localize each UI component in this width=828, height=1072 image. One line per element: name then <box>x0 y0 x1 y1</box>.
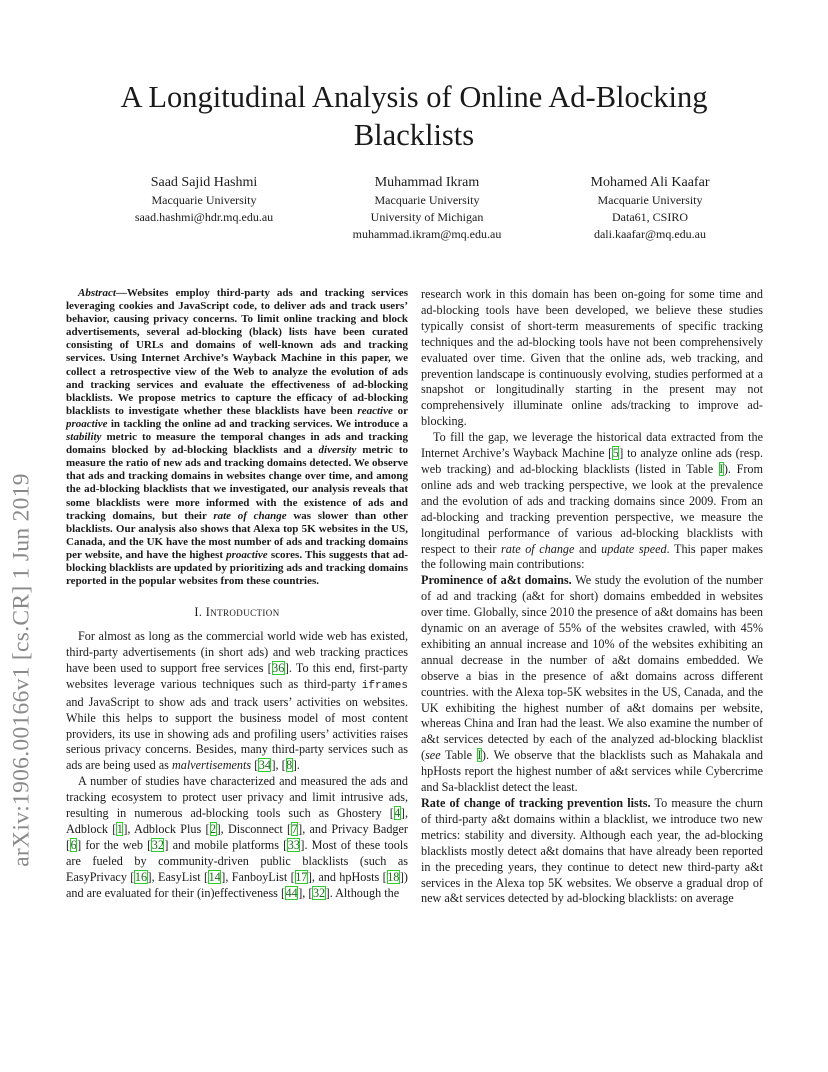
intro-paragraph-2: A number of studies have characterized and measured the ads and tracking ecosystem to protect user privacy and limit intrusive ads, resulting in numerous ad-blocking tools such as Ghostery [4], Adblock [1], Adblock Plus [2], Disconnect [7], and Privacy Badger [6] for the web [32] and mobile platforms [33]. Most of these tools are fueled by community-driven public blacklists (such as EasyPrivacy [16], EasyList [14], FanboyList [17], and hpHosts [18]) and are evaluated for their (in)effectiveness [44], [32]. Although the <box>66 774 408 900</box>
author-affiliation: Data61, CSIRO <box>612 210 688 224</box>
contribution-prominence: Prominence of a&t domains. We study the evolution of the number of ad and tracking (a&t for short) domains embedded in websites over time. Globally, since 2010 the presence of a&t domains has been dynamic on an average of 55% of the websites crawled, with 45% exhibiting an annual increase and 10% of the websites exhibiting an annual decrease in the number of a&t domains embedded. We observe a bias in the presence of a&t domains across different countries. with the Alexa top-5K websites in the US, Canada, and the UK exhibiting the highest number of a&t domains per website, whereas China and Iran had the least. We also examine the number of a&t services detected by each of the analyzed ad-blocking blacklist (see Table I). We observe that the blacklists such as Mahakala and hpHosts report the highest number of a&t services while Cybercrime and Sa-blacklist detect the least. <box>421 573 764 795</box>
author-block <box>0 173 828 243</box>
citation-link[interactable]: 5 <box>612 446 619 461</box>
contribution-heading: Rate of change of tracking prevention lists. <box>421 796 651 810</box>
author-affiliation: University of Michigan <box>370 210 484 224</box>
table-link[interactable]: I <box>477 748 482 763</box>
code-text: iframes <box>361 679 408 692</box>
abstract-label: Abstract <box>78 287 116 299</box>
intro-paragraph-4: To fill the gap, we leverage the historical data extracted from the Internet Archive’s Wayback Machine [5] to analyze online ads (resp. web tracking) and ad-blocking blacklists (listed in Table I). From online ads and web tracking perspective, we look at the prevalence and the evolution of ads and tracking domains since 2009. From an ad-blocking and tracking prevention perspective, we measure the longitudinal performance of various ad-blocking blacklists with respect to their rate of change and update speed. This paper makes the following main contributions: <box>421 430 763 572</box>
citation-link[interactable]: 7 <box>291 821 298 836</box>
citation-link[interactable]: 18 <box>387 869 400 884</box>
citation-link[interactable]: 32 <box>151 837 164 852</box>
citation-link[interactable]: 14 <box>208 869 221 884</box>
abstract: Abstract—Websites employ third-party ads and tracking services leveraging cookies and JavaScript code, to deliver ads and track users’ behavior, causing privacy concerns. To limit online tracking and block advertisements, several ad-blocking (black) lists have been curated consisting of URLs and domains of well-known ads and tracking services. Using Internet Archive’s Wayback Machine in this paper, we collect a retrospective view of the Web to analyze the evolution of ads and tracking services and evaluate the effectiveness of ad-blocking blacklists. We propose metrics to capture the efficacy of ad-blocking blacklists to investigate whether these blacklists have been reactive or proactive in tackling the online ad and tracking services. We introduce a stability metric to measure the temporal changes in ads and tracking domains blocked by ad-blocking blacklists and a diversity metric to measure the ratio of new ads and tracking domains detected. We observe that ads and tracking domains in websites change over time, and among the ad-blocking blacklists that we investigated, our analysis reveals that some blacklists were more informed with the existence of ads and tracking domains, but their rate of change was slower than other blacklists. Our analysis also shows that Alexa top 5K websites in the US, Canada, and the UK have the most number of ads and tracking domains per website, and have the highest proactive scores. This suggests that ad-blocking blacklists are updated by prioritizing ads and tracking domains reported in the popular websites from these countries. <box>66 287 409 588</box>
citation-link[interactable]: 36 <box>272 660 285 675</box>
citation-link[interactable]: 2 <box>210 821 217 836</box>
citation-link[interactable]: 33 <box>287 837 300 852</box>
citation-link[interactable]: 44 <box>285 885 298 900</box>
citation-link[interactable]: 16 <box>134 869 148 884</box>
citation-link[interactable]: 4 <box>394 806 401 821</box>
citation-link[interactable]: 6 <box>70 837 77 852</box>
citation-link[interactable]: 17 <box>295 869 308 884</box>
author-affiliation: Macquarie University <box>597 193 703 207</box>
intro-paragraph-3: research work in this domain has been on-going for some time and ad-blocking tools have been developed, we believe these studies typically consist of short-term measurements of specific tracking techniques and the ad-blocking tools have not been comprehensively evaluated over time. Given that the online ads, web tracking, and prevention landscape is continuously evolving, studies performed at a snapshot or longitudinally starting in the present may not comprehensively illuminate online ads/tracking to improve ad-blocking. <box>421 287 763 429</box>
citation-link[interactable]: 32 <box>312 885 326 900</box>
right-column <box>421 287 763 907</box>
contribution-heading: Prominence of a&t domains. <box>421 573 572 588</box>
author-email: dali.kaafar@mq.edu.au <box>593 227 706 241</box>
author-email: saad.hashmi@hdr.mq.edu.au <box>134 210 274 224</box>
author-affiliation: Macquarie University <box>374 193 480 207</box>
intro-paragraph-1: For almost as long as the commercial world wide web has existed, third-party advertisements (in short ads) and web tracking practices have been used to support free services [36]. To this end, first-party websites leverage various techniques such as third-party iframes and JavaScript to show ads and track users’ activities on websites. While this helps to support the business model of most content providers, its use in showing ads and profiling users’ activities raises serious privacy concerns. Besides, many third-party services such as ads are being used as malvertisements [34], [8]. <box>66 629 408 773</box>
contribution-rate-of-change: Rate of change of tracking prevention lists. To measure the churn of third-party a&t domains within a blacklist, we introduce two new metrics: stability and diversity. Although each year, the ad-blocking blacklists mostly detect a&t domains that have already been reported in the preceding years, they continue to detect new third-party a&t services in the Alexa top 5K websites. We observe a gradual drop of new a&t services detected by ad-blocking blacklists: on average <box>421 796 763 906</box>
author-email: muhammad.ikram@mq.edu.au <box>352 227 502 241</box>
author-name: Muhammad Ikram <box>374 175 480 190</box>
author-kaafar <box>546 173 754 243</box>
author-ikram <box>322 173 532 243</box>
left-column <box>66 287 408 901</box>
table-link[interactable]: I <box>719 461 724 476</box>
author-affiliation: Macquarie University <box>151 193 257 207</box>
citation-link[interactable]: 1 <box>116 821 123 836</box>
arxiv-identifier: arXiv:1906.00166v1 [cs.CR] 1 Jun 2019 <box>8 473 35 867</box>
author-name: Mohamed Ali Kaafar <box>590 175 710 190</box>
section-heading-introduction: I. Introduction <box>194 605 280 620</box>
author-name: Saad Sajid Hashmi <box>150 175 258 190</box>
author-hashmi <box>100 173 308 226</box>
citation-link[interactable]: 34 <box>258 758 271 773</box>
paper-title: A Longitudinal Analysis of Online Ad-Blocking Blacklists <box>120 80 708 152</box>
citation-link[interactable]: 8 <box>286 758 293 773</box>
